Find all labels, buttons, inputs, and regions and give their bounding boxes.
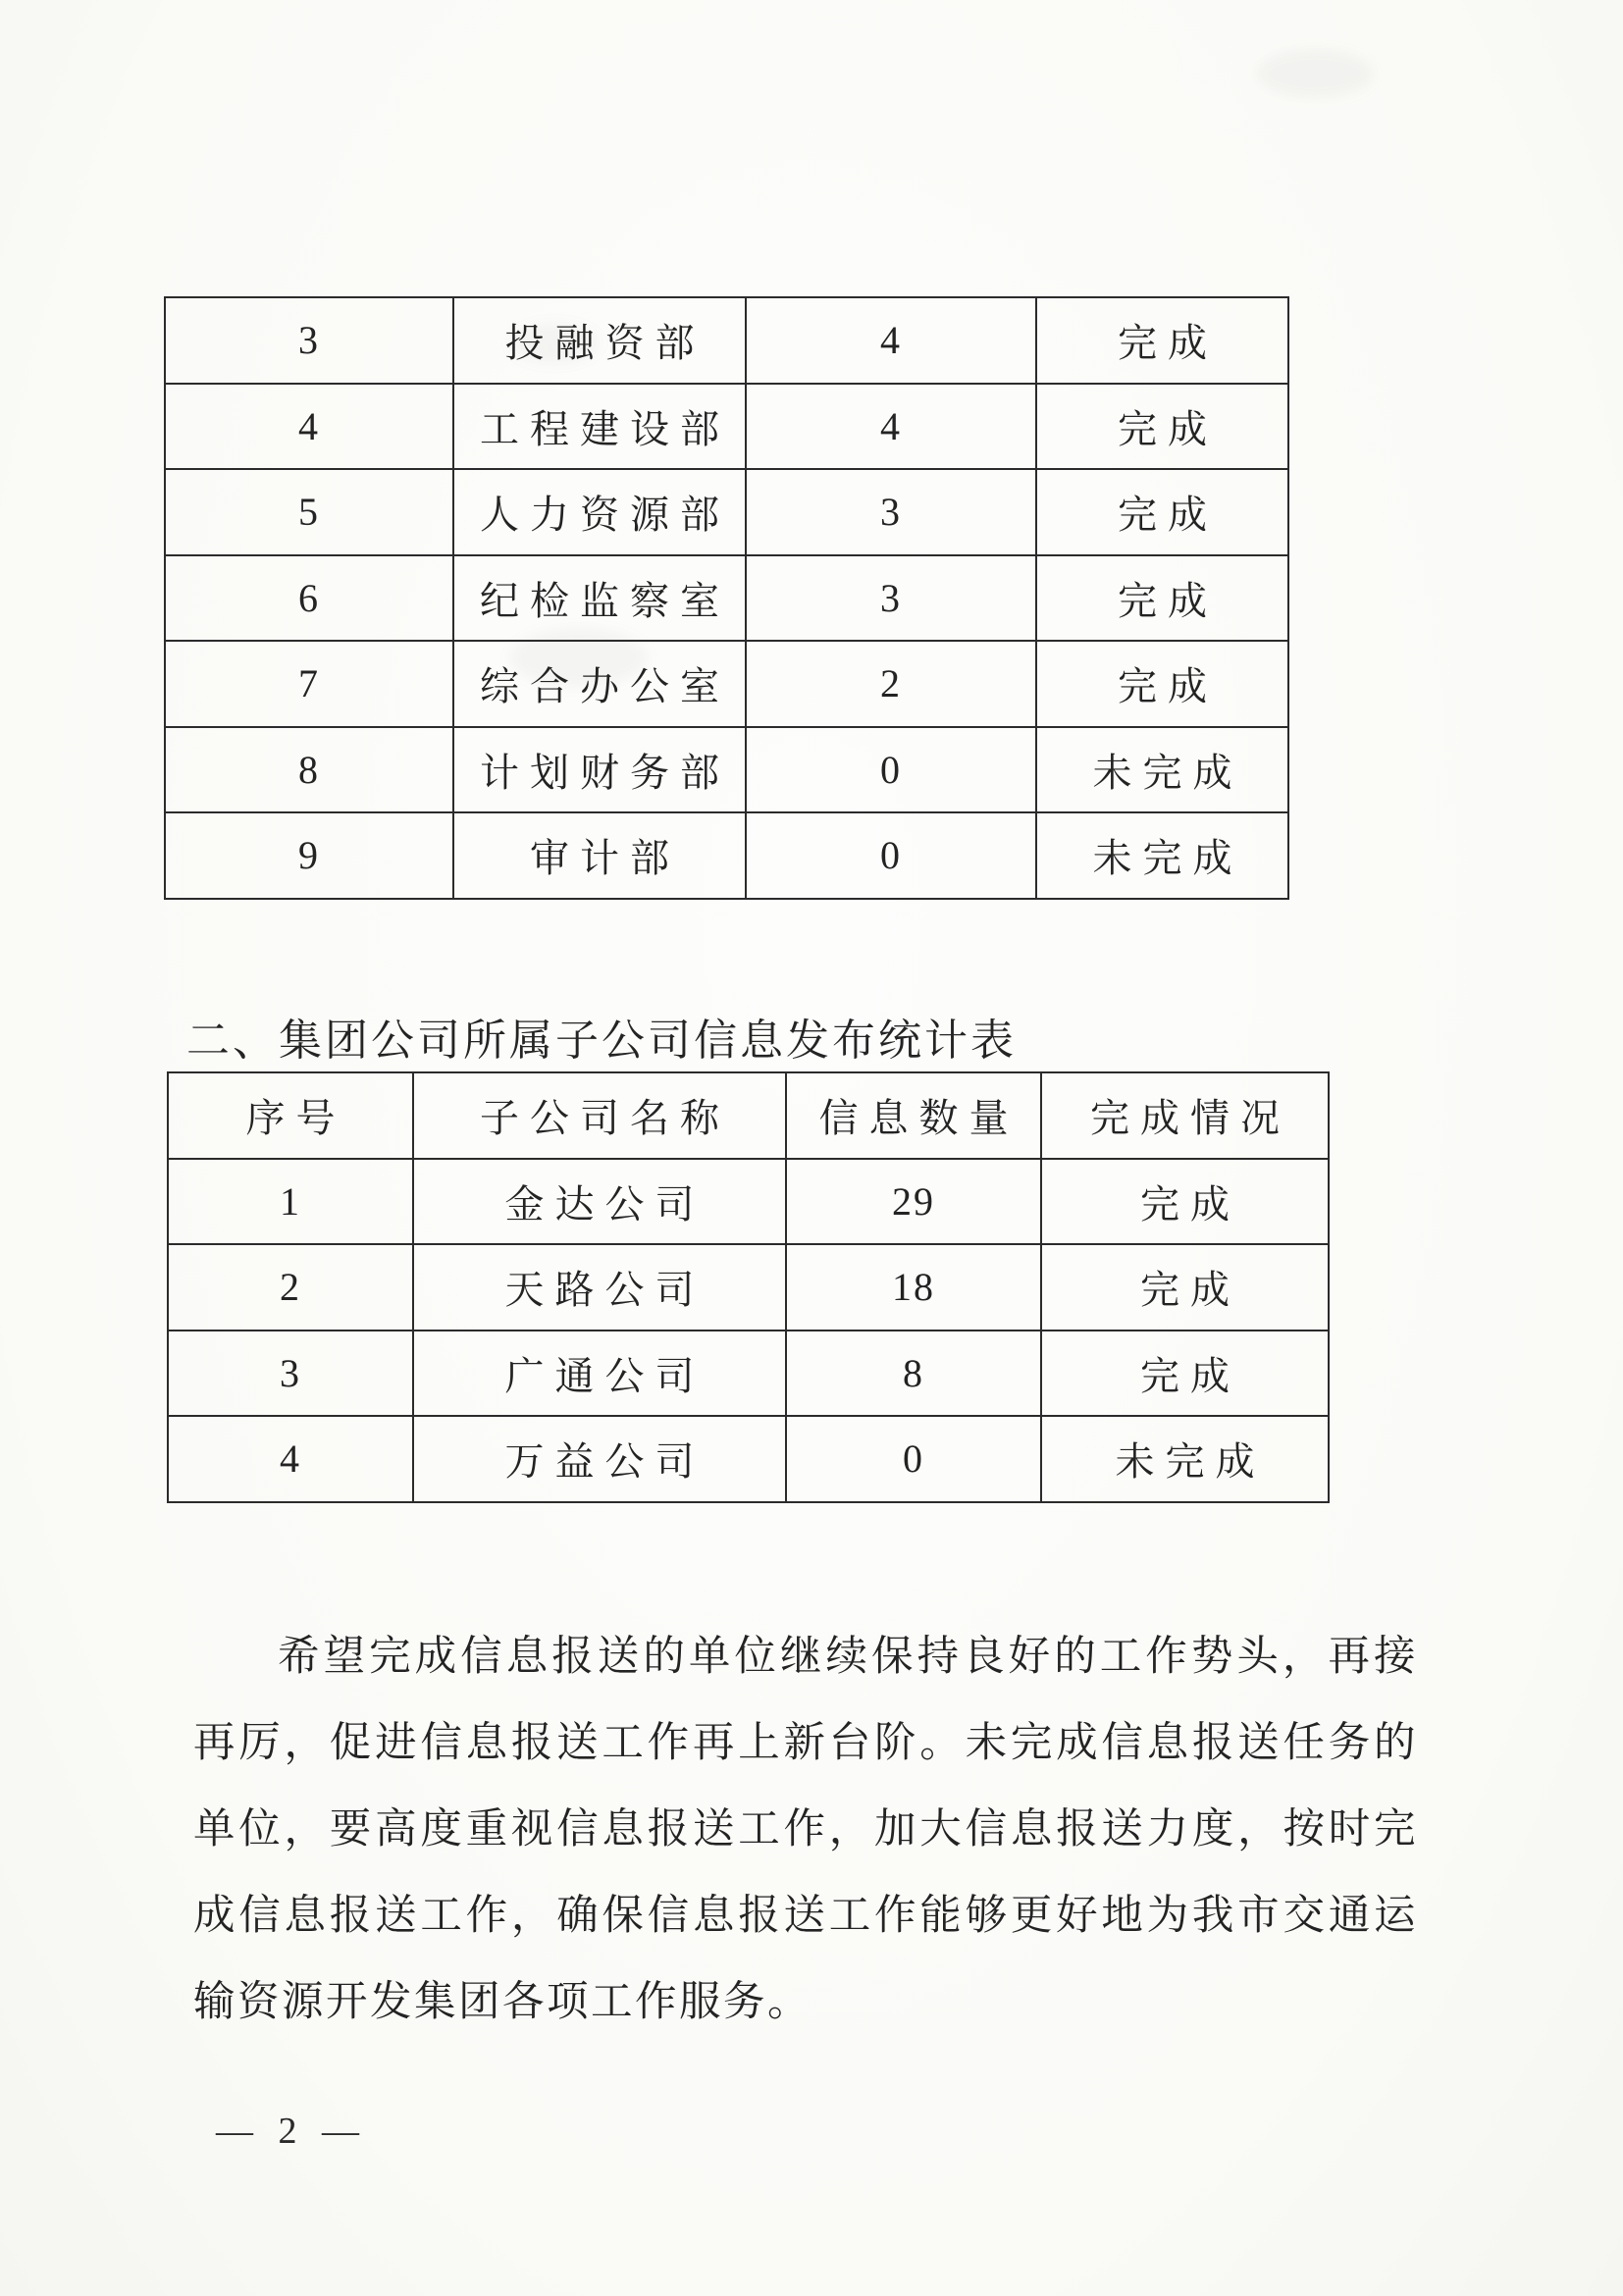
- table-cell-status: 未完成: [1036, 812, 1288, 899]
- table-cell-no: 4: [165, 384, 453, 470]
- table-row: [168, 1331, 1329, 1417]
- table-cell-count: 4: [746, 384, 1036, 470]
- table-cell-count: 3: [746, 555, 1036, 642]
- header-cell-no: 序号: [168, 1072, 413, 1159]
- table-cell-name: 人力资源部: [453, 469, 746, 555]
- table-cell-no: 9: [165, 812, 453, 899]
- scan-smudge: [1256, 49, 1374, 98]
- table-cell-count: 18: [786, 1244, 1041, 1331]
- table-cell-no: 3: [165, 297, 453, 384]
- table-row: [165, 812, 1288, 899]
- table-row: [168, 1416, 1329, 1502]
- table-row: [165, 555, 1288, 642]
- table-cell-status: 完成: [1036, 297, 1288, 384]
- page-number: — 2 —: [216, 2111, 367, 2152]
- table-cell-no: 5: [165, 469, 453, 555]
- table-cell-status: 完成: [1036, 641, 1288, 727]
- table-cell-name: 广通公司: [413, 1331, 786, 1417]
- table-header-row: [168, 1072, 1329, 1159]
- table-row: [165, 727, 1288, 813]
- table-cell-no: 3: [168, 1331, 413, 1417]
- table-cell-name: 纪检监察室: [453, 555, 746, 642]
- table-cell-count: 0: [746, 727, 1036, 813]
- table-cell-no: 2: [168, 1244, 413, 1331]
- table-cell-count: 0: [746, 812, 1036, 899]
- table-cell-name: 计划财务部: [453, 727, 746, 813]
- table-row: [168, 1244, 1329, 1331]
- subsidiary-info-table: [167, 1071, 1330, 1503]
- table-cell-count: 2: [746, 641, 1036, 727]
- table-cell-name: 天路公司: [413, 1244, 786, 1331]
- table-cell-name: 工程建设部: [453, 384, 746, 470]
- department-info-table: [164, 296, 1289, 900]
- table-cell-status: 未完成: [1036, 727, 1288, 813]
- table-cell-no: 8: [165, 727, 453, 813]
- table-cell-no: 6: [165, 555, 453, 642]
- table-cell-status: 完成: [1036, 555, 1288, 642]
- table-cell-count: 3: [746, 469, 1036, 555]
- table-cell-name: 金达公司: [413, 1159, 786, 1245]
- table-cell-no: 7: [165, 641, 453, 727]
- table-cell-status: 完成: [1041, 1244, 1329, 1331]
- table-cell-name: 万益公司: [413, 1416, 786, 1502]
- table-cell-name: 综合办公室: [453, 641, 746, 727]
- section-2-heading: 二、集团公司所属子公司信息发布统计表: [186, 1017, 1017, 1065]
- header-cell-count: 信息数量: [786, 1072, 1041, 1159]
- table-cell-count: 4: [746, 297, 1036, 384]
- table-cell-status: 完成: [1036, 469, 1288, 555]
- table-cell-count: 0: [786, 1416, 1041, 1502]
- table-row: [165, 641, 1288, 727]
- body-paragraph: 希望完成信息报送的单位继续保持良好的工作势头，再接再厉，促进信息报送工作再上新台阶。未完成信息报送任务的单位，要高度重视信息报送工作，加大信息报送力度，按时完成信息报送工作，确保信息报送工作能够更好地为我市交通运输资源开发集团各项工作服务。: [193, 1634, 1418, 2025]
- table-cell-status: 未完成: [1041, 1416, 1329, 1502]
- table-row: [165, 297, 1288, 384]
- table-cell-no: 4: [168, 1416, 413, 1502]
- table-row: [165, 469, 1288, 555]
- table-cell-name: 投融资部: [453, 297, 746, 384]
- header-cell-status: 完成情况: [1041, 1072, 1329, 1159]
- table-cell-status: 完成: [1041, 1331, 1329, 1417]
- table-cell-status: 完成: [1041, 1159, 1329, 1245]
- header-cell-name: 子公司名称: [413, 1072, 786, 1159]
- table-row: [165, 384, 1288, 470]
- table-cell-name: 审计部: [453, 812, 746, 899]
- table-cell-count: 8: [786, 1331, 1041, 1417]
- table-cell-no: 1: [168, 1159, 413, 1245]
- table-cell-status: 完成: [1036, 384, 1288, 470]
- table-cell-count: 29: [786, 1159, 1041, 1245]
- table-row: [168, 1159, 1329, 1245]
